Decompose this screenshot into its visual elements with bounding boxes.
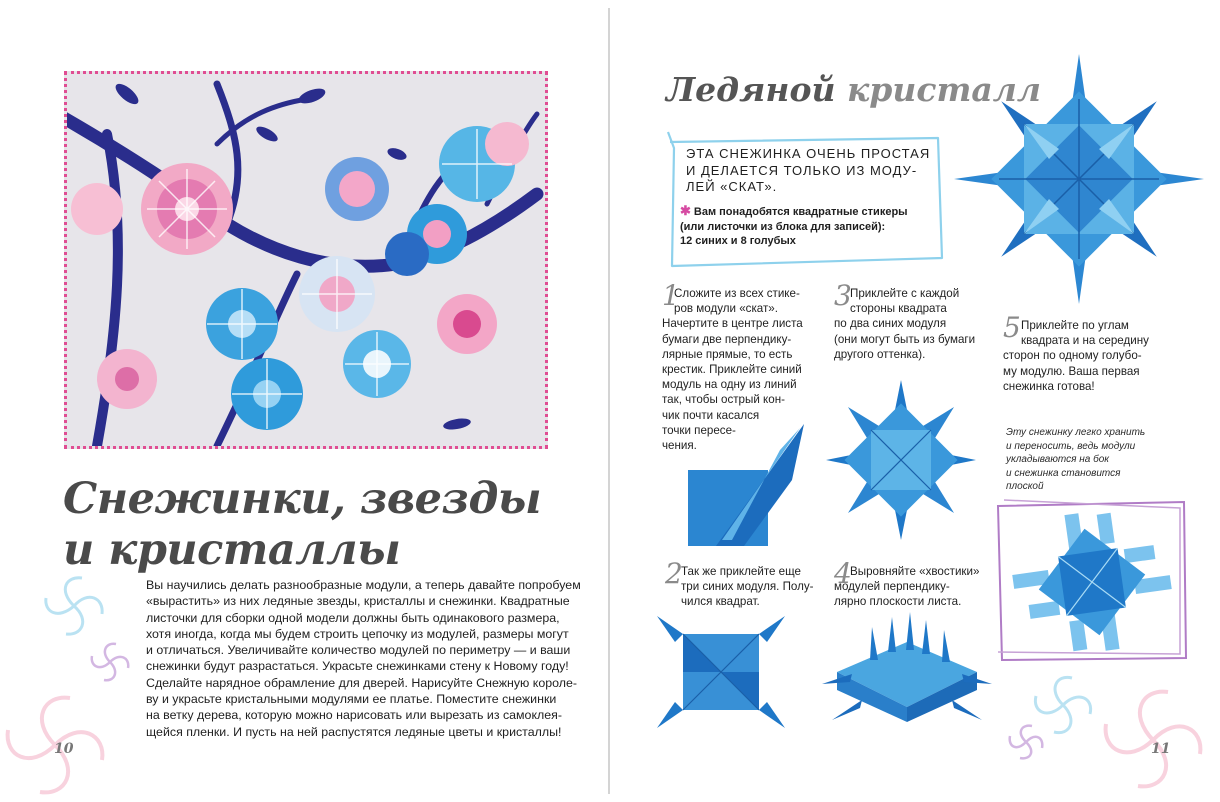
swirl-decoration-icon xyxy=(88,640,132,684)
step-number: 4 xyxy=(834,557,852,590)
intro-line: Сделайте нарядное обрамление для дверей. Нарисуйте Снежную короле- xyxy=(146,675,577,690)
step-line: му модулю. Ваша первая xyxy=(1003,364,1140,378)
step1-module-illustration xyxy=(682,420,812,550)
note-line: и снежинка становится xyxy=(1006,467,1121,479)
step-line: сторон по одному голубо- xyxy=(1003,349,1142,363)
intro-line: щейся пленки. И пусть на ней распустятся ледяные цветы и кристаллы! xyxy=(146,724,562,739)
swirl-decoration-icon xyxy=(38,570,110,642)
step-line: снежинка готова! xyxy=(1003,379,1095,393)
intro-line: и отличаться. Увеличивайте количество модулей по периметру — и ваши xyxy=(146,643,571,658)
step-5 xyxy=(1003,311,1149,394)
step-number: 3 xyxy=(834,279,852,312)
step-line: стороны квадрата xyxy=(850,302,947,316)
step-line: Выровняйте «хвостики» xyxy=(850,565,980,578)
step-line: бумаги две перпендику- xyxy=(662,332,792,346)
step-line: модулей перпендику- xyxy=(834,580,950,594)
flat-snowflake-framed-illustration xyxy=(994,496,1190,664)
step-number: 2 xyxy=(665,557,683,590)
step-number: 1 xyxy=(662,279,680,312)
note-line: плоской xyxy=(1006,481,1044,492)
need-line: 12 синих и 8 голубых xyxy=(680,235,796,247)
step-line: Начертите в центре листа xyxy=(662,317,803,331)
info-callout xyxy=(662,128,952,272)
ice-crystal-snowflake-illustration xyxy=(948,50,1210,308)
step-line: крестик. Приклейте синий xyxy=(662,363,802,377)
intro-line: Вы научились делать разнообразные модули, а теперь давайте попробуем xyxy=(146,578,581,592)
page-heading-line2: и кристаллы xyxy=(63,525,401,575)
intro-line: «вырастить» из них ледяные звезды, кристаллы и снежинки. Квадратные xyxy=(146,594,570,609)
need-line: ✱ Вам понадобятся квадратные стикеры xyxy=(680,203,908,218)
step-line: так, чтобы острый кон- xyxy=(662,393,785,407)
step-line: чения. xyxy=(662,439,697,453)
step-line: Так же приклейте еще xyxy=(681,565,801,578)
step-line: модуль на одну из линий xyxy=(662,378,797,392)
step-line: ров модули «скат». xyxy=(674,302,778,316)
intro-line: снежинки будут разрастаться. Украсьте снежинками стену к Новому году! xyxy=(146,659,569,674)
callout-lead xyxy=(686,146,931,196)
note-line: укладываются на бок xyxy=(1006,454,1109,465)
step-line: чик почти касался xyxy=(662,408,760,422)
step-2 xyxy=(665,557,814,610)
step2-square-illustration xyxy=(656,612,786,734)
step-line: (они могут быть из бумаги xyxy=(834,332,976,346)
need-line: (или листочки из блока для записей): xyxy=(680,220,886,233)
step-line: точки пересе- xyxy=(662,423,736,437)
right-page xyxy=(610,0,1220,802)
step-3 xyxy=(834,279,976,362)
step-line: квадрата и на середину xyxy=(1021,334,1149,348)
intro-line: на ветку дерева, которую можно нарисовать или вырезать из самоклея- xyxy=(146,708,562,723)
materials-needed xyxy=(680,204,940,249)
intro-line: листочки для сборки одной модели должны быть одинакового размера, xyxy=(146,610,560,625)
swirl-decoration-icon xyxy=(1006,722,1046,762)
step3-assembly-illustration xyxy=(824,376,978,544)
asterisk-icon: ✱ xyxy=(680,203,691,218)
intro-paragraph xyxy=(146,577,581,740)
title-word-1: Ледяной xyxy=(666,70,836,109)
step4-raised-tails-illustration xyxy=(822,612,992,738)
page-heading-line1: Снежинки, звезды xyxy=(63,474,542,524)
step-line: лярно плоскости листа. xyxy=(834,595,962,609)
intro-line: хотя иногда, когда мы будем строить цепочку из модулей, размеры могут xyxy=(146,626,569,641)
storage-note xyxy=(1006,426,1145,494)
page-number: 11 xyxy=(1151,741,1171,757)
left-page xyxy=(0,0,609,802)
step-line: три синих модуля. Полу- xyxy=(681,580,814,594)
step-line: другого оттенка). xyxy=(834,347,926,361)
swirl-decoration-icon xyxy=(1098,684,1208,796)
snowflakes-wall-photo xyxy=(64,71,548,449)
step-4 xyxy=(834,557,980,610)
step-number: 5 xyxy=(1003,311,1021,344)
note-line: и переносить, ведь модули xyxy=(1006,440,1136,452)
step-line: Приклейте с каждой xyxy=(850,287,960,300)
lead-line: ЛЕЙ «СКАТ». xyxy=(686,179,778,194)
step-line: чился квадрат. xyxy=(681,595,760,609)
step-line: по два синих модуля xyxy=(834,317,947,331)
lead-line: И ДЕЛАЕТСЯ ТОЛЬКО ИЗ МОДУ- xyxy=(686,162,918,178)
page-number: 10 xyxy=(54,741,74,757)
title-word-2: кристалл xyxy=(846,70,1042,109)
step-line: лярные прямые, то есть xyxy=(662,347,793,361)
intro-line: ву и украсьте кристальными модулями ее платье. Поместите снежинки xyxy=(146,692,557,707)
step-line: Приклейте по углам xyxy=(1021,319,1129,332)
note-line: Эту снежинку легко хранить xyxy=(1006,427,1146,438)
lead-line: ЭТА СНЕЖИНКА ОЧЕНЬ ПРОСТАЯ xyxy=(686,146,931,161)
step-line: Сложите из всех стике- xyxy=(674,287,800,300)
